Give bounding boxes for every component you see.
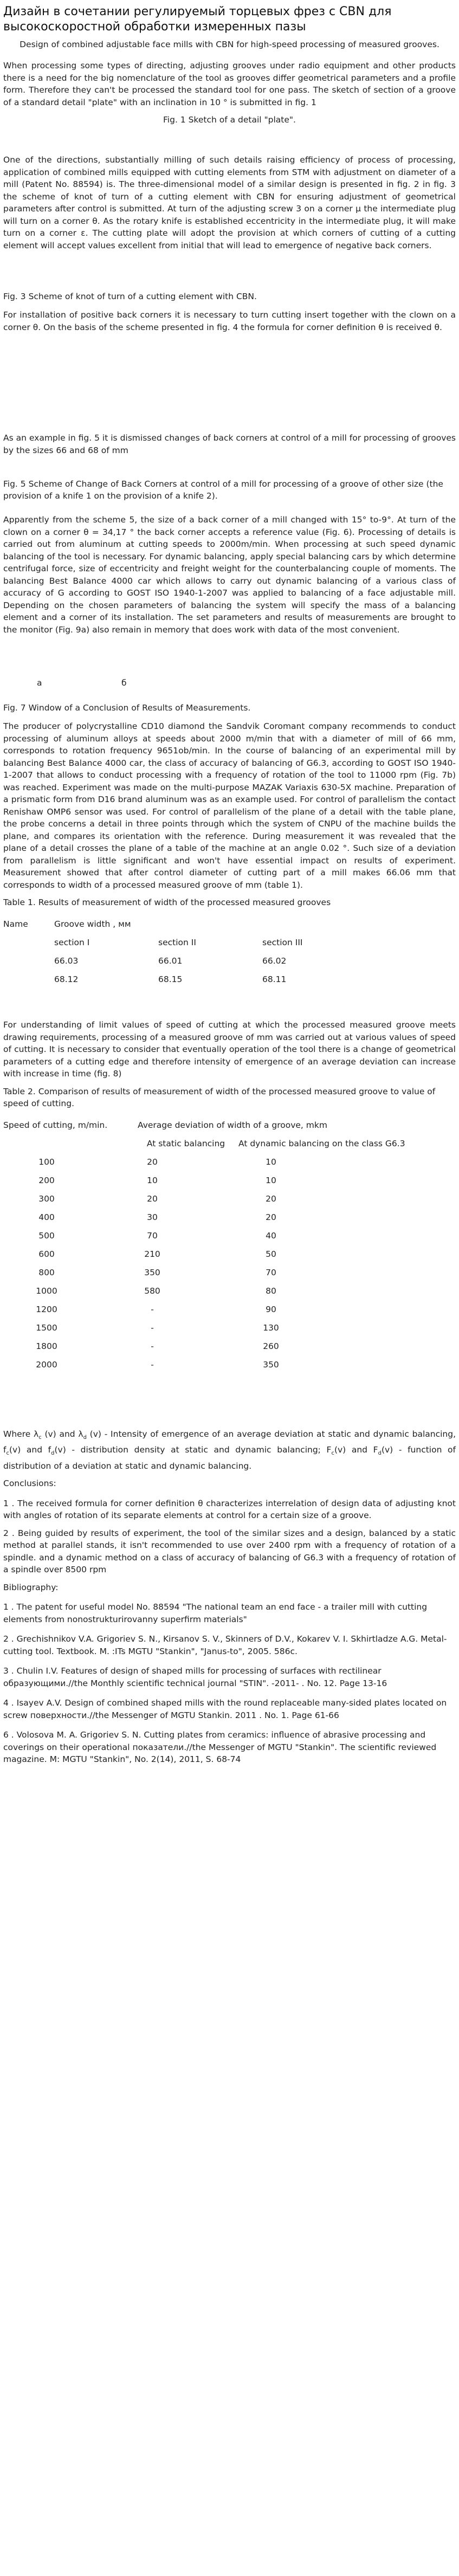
table-cell: 130: [263, 1322, 279, 1333]
list-item: 1 . The patent for useful model No. 88594 "The national team an end face - a trailer mill with cutting elements from nonostrukturirovanny superfirm materials": [3, 1602, 428, 1624]
conclusion-2: 2 . Being guided by results of experiment, the tool of the similar sizes and a design, balanced by a static method at parallel stands, it isn't recommended to use over 2400 rpm with a frequency of rotation of a spindle. and a dynamic method on a class of accuracy of balancing of G6.3 with a frequency of rotation of a spindle over 8500 rpm: [3, 1528, 456, 1575]
table-cell: 68.15: [158, 974, 183, 984]
figure-7-label-b: б: [121, 678, 127, 688]
table-cell: 66.02: [262, 956, 287, 966]
table-row: [3, 915, 366, 933]
table-cell: -: [151, 1304, 154, 1314]
table-cell: 20: [147, 1193, 158, 1204]
table-cell: 70: [147, 1230, 158, 1241]
table-cell: -: [151, 1341, 154, 1351]
paragraph-combined-mills: One of the directions, substantially milling of such details raising efficiency of process of processing, application of combined mills equipped with cutting elements from STM with adjustment on diameter of a mill (Patent No. 88594) is. The three-dimensional model of a similar design is presented in fig. 2 in fig. 3 the scheme of knot of turn of a cutting element with CBN for ensuring adjustment of geometrical parameters after control is submitted. At turn of the adjusting screw 3 on a corner μ the intermediate plug will turn on a corner θ. As the rotary knife is established eccentricity in the intermediate plug, it will make turn on a corner ε. The cutting plate will adopt the provision at which corners of cutting of a cutting element will accept values excellent from initial that will lead to emergence of negative back corners.: [3, 155, 456, 250]
table-2-col-dynamic: At dynamic balancing on the class G6.3: [238, 1138, 405, 1148]
bibliography-list: [3, 1601, 456, 1766]
table-row: [3, 1190, 327, 1208]
table-cell: 350: [263, 1359, 279, 1370]
figure-4-area: [3, 339, 456, 432]
table-cell: 40: [266, 1230, 276, 1241]
figure-3-caption: Fig. 3 Scheme of knot of turn of a cutting element with CBN.: [3, 292, 257, 301]
table-cell: 10: [266, 1175, 276, 1185]
table-cell: 1000: [36, 1286, 57, 1296]
table-cell: 30: [147, 1212, 158, 1222]
table-cell: -: [151, 1322, 154, 1333]
conclusion-1: 1 . The received formula for corner definition θ characterizes interrelation of design data of adjusting knot with angles of rotation of its separate elements at control for a certain size of a groove.: [3, 1498, 456, 1521]
paragraph-installation: For installation of positive back corners it is necessary to turn cutting insert together with the clown on a corner θ. On the basis of the scheme presented in fig. 4 the formula for corner definition θ is received θ.: [3, 310, 456, 332]
table-cell: 200: [38, 1175, 55, 1185]
table-row: [3, 1355, 327, 1374]
paragraph-where: Where $\lambda_c$ (v) and $\lambda_d$ (v) - Intensity of emergence of an average deviation at static and dynamic balancing, $f_c(v)$ and $f_d(v)$ - distribution density at static and dynamic balancing; $F_c(v)$ and $F_d(v)$ - function of distribution of a deviation at static and dynamic balancing.: [3, 1429, 456, 1471]
figure-5-area: [3, 462, 456, 478]
bibliography-heading: Bibliography:: [3, 1582, 59, 1592]
table-cell: 68.11: [262, 974, 287, 984]
table-cell: 10: [147, 1175, 158, 1185]
list-item: 6 . Volosova M. A. Grigoriev S. N. Cutting plates from ceramics: influence of abrasive processing and coverings on their operational показатели.//the Messenger of MGTU "Stankin". The scientific reviewed magazine. M: MGTU "Stankin", No. 2(14), 2011, S. 68-74: [3, 1730, 437, 1765]
figure-5-caption: Fig. 5 Scheme of Change of Back Corners at control of a mill for processing of a groove of other size (the provision of a knife 1 on the provision of a knife 2).: [3, 479, 443, 501]
table-row: [3, 952, 366, 970]
paragraph-balancing: [3, 514, 456, 636]
table-row: [3, 1245, 327, 1263]
table-cell: 50: [266, 1249, 276, 1259]
table-1-col-width: Groove width , мм: [54, 919, 131, 929]
table-cell: 1800: [36, 1341, 57, 1351]
list-item: 4 . Isayev A.V. Design of combined shaped mills with the round replaceable many-sided plates located on screw поверхности.//the Messenger of MGTU Stankin. 2011 . No. 1. Page 61-66: [3, 1698, 447, 1720]
table-row: [3, 1116, 423, 1134]
figure-7-label-a: a: [37, 678, 42, 688]
list-item: 2 . Grechishnikov V.A. Grigoriev S. N., Kirsanov S. V., Skinners of D.V., Kokarev V. I. Skhirtladze A.G. Metal-cutting tool. Textbook. M. :ITs MGTU "Stankin", "Janus-to", 2005. 586c.: [3, 1634, 447, 1656]
table-cell: 400: [38, 1212, 55, 1222]
table-row: [3, 970, 366, 989]
table-row: [3, 1226, 327, 1245]
table-row: [3, 1300, 327, 1319]
paragraph-intro: When processing some types of directing, adjusting grooves under radio equipment and other products there is a need for the big nomenclature of the tool as grooves differ geometrical parameters and a profile form. Therefore they can't be processed the standard tool for one pass. The sketch of section of a groove of a standard detail "plate" with an inclination in 10 ° is submitted in fig. 1: [3, 61, 456, 107]
table-cell: 1500: [36, 1322, 57, 1333]
table-cell: 580: [144, 1286, 160, 1296]
figure-8-area: [3, 1374, 456, 1428]
table-cell: 100: [38, 1157, 55, 1167]
paragraph-example: As an example in fig. 5 it is dismissed changes of back corners at control of a mill for processing of grooves by the sizes 66 and 68 of mm: [3, 433, 456, 455]
table-cell: 260: [263, 1341, 279, 1351]
table-cell: 500: [38, 1230, 55, 1241]
figure-7-caption: Fig. 7 Window of a Conclusion of Results of Measurements.: [3, 703, 251, 713]
table-cell: 300: [38, 1193, 55, 1204]
table-2-col-speed: Speed of cutting, m/min.: [3, 1120, 108, 1130]
table-cell: 350: [144, 1267, 160, 1277]
table-cell: 20: [266, 1212, 276, 1222]
table-2-caption: Table 2. Comparison of results of measurement of width of the processed measured groove to value of speed of cutting.: [3, 1086, 436, 1108]
table-1-col-name: Name: [3, 919, 28, 929]
table-cell: 66.01: [158, 956, 183, 966]
table-1-caption: Table 1. Results of measurement of width of the processed measured grooves: [3, 898, 331, 907]
table-cell: 10: [266, 1157, 276, 1167]
table-row: [3, 1319, 327, 1337]
table-cell: 70: [266, 1267, 276, 1277]
table-2-body: [3, 1153, 327, 1374]
table-1-section-1: section I: [54, 938, 90, 947]
table-1-section-2: section II: [158, 938, 196, 947]
table-cell: 20: [266, 1193, 276, 1204]
paragraph-balancing-text: Apparently from the scheme 5, the size of a back corner of a mill changed with 15° to-9°. At turn of the clown on a corner θ = 34,17 ° the back corner accepts a reference value (Fig. 6). Processing of details is carried out from aluminum at cutting speeds to 2000m/min. When processing at such speed dynamic balancing of the tool is necessary. For dynamic balancing, apply special balancing cars by which determine centrifugal force, size of eccentricity and freight weight for the counterbalancing couple of moments. The balancing Best Balance 4000 car which allows to carry out dynamic balancing of a various class of accuracy of G according to GOST ISO 1940-1-2007 was applied to balancing of a face adjustable mill. Depending on the chosen parameters of balancing the system will specify the mass of a balancing element and a corner of its installation. The set parameters and results of measurements are brought to the monitor (Fig. 9a) also remain in memory that does work with data of the most convenient.: [3, 515, 456, 635]
paragraph-experiment: The producer of polycrystalline CD10 diamond the Sandvik Coromant company recommends to conduct processing of aluminum alloys at speeds about 2000 m/min that with a diameter of mill of 66 mm, corresponds to rotation frequency 9651ob/min. In the course of balancing of an experimental mill by balancing Best Balance 4000 car, the class of accuracy of balancing of G6.3, according to GOST ISO 1940-1-2007 that allows to conduct processing with a frequency of rotation of the tool to 11000 rpm (Fig. 7b) was reached. Experiment was made on the multi-purpose MAZAK Variaxis 630-5X machine. Preparation of a prismatic form from D16 brand aluminum was as an example used. For control of parallelism the contact Renishaw OMP6 sensor was used. For control of parallelism of the plane of a detail with the table plane, the probe concerns a detail in three points through which the system of CNPU of the machine builds the plane, and compares its orientation with the reference. During measurement it was revealed that the plane of a detail crosses the plane of a table of the machine at an angle 0.02 °. Such size of a deviation from parallelism is little significant and won't have essential impact on results of experiment. Measurement showed that after control diameter of cutting part of a mill makes 66.06 mm that corresponds to width of a processed measured groove of mm (table 1).: [3, 721, 456, 890]
table-cell: 66.03: [54, 956, 79, 966]
table-row: [3, 933, 366, 952]
table-row: [3, 1337, 327, 1355]
table-cell: 90: [266, 1304, 276, 1314]
table-1-section-3: section III: [262, 938, 303, 947]
table-2: [3, 1116, 423, 1153]
table-cell: 600: [38, 1249, 55, 1259]
figure-2-area: [3, 257, 456, 290]
table-row: [3, 1134, 423, 1153]
table-row: [3, 1153, 327, 1171]
table-2-col-deviation: Average deviation of width of a groove, mkm: [138, 1120, 327, 1130]
table-row: [3, 1208, 327, 1226]
paragraph-limit-values: For understanding of limit values of speed of cutting at which the processed measured groove meets drawing requirements, processing of a measured groove of mm was carried out at various values of speed of cutting. It is necessary to consider that eventually operation of the tool there is a change of geometrical parameters of a cutting edge and therefore intensity of emergence of an average deviation can increase with increase in time (fig. 8): [3, 1020, 456, 1079]
figure-7-sublabels: [3, 678, 456, 690]
figure-1-caption: Fig. 1 Sketch of a detail "plate".: [163, 115, 296, 125]
table-row: [3, 1263, 327, 1282]
table-cell: 20: [147, 1157, 158, 1167]
table-cell: -: [151, 1359, 154, 1370]
table-row: [3, 1171, 327, 1190]
article-title: Дизайн в сочетании регулируемый торцевых фрез с CBN для высокоскоростной обработки измеренных пазы: [3, 5, 392, 34]
table-cell: 210: [144, 1249, 160, 1259]
figure-7-area: [3, 641, 456, 678]
table-2-col-static: At static balancing: [146, 1138, 225, 1148]
figure-1-area: [3, 132, 456, 154]
table-cell: 2000: [36, 1359, 57, 1370]
article-subtitle: Design of combined adjustable face mills with CBN for high-speed processing of measured grooves.: [20, 40, 439, 49]
conclusions-heading: Conclusions:: [3, 1479, 56, 1489]
table-cell: 80: [266, 1286, 276, 1296]
table-cell: 800: [38, 1267, 55, 1277]
table-row: [3, 1282, 327, 1300]
table-1: [3, 915, 366, 989]
table-cell: 68.12: [54, 974, 79, 984]
list-item: 3 . Chulin I.V. Features of design of shaped mills for processing of surfaces with rectilinear образующими.//the Monthly scientific technical journal "STIN". -2011- . No. 12. Page 13-16: [3, 1666, 387, 1688]
table-cell: 1200: [36, 1304, 57, 1314]
